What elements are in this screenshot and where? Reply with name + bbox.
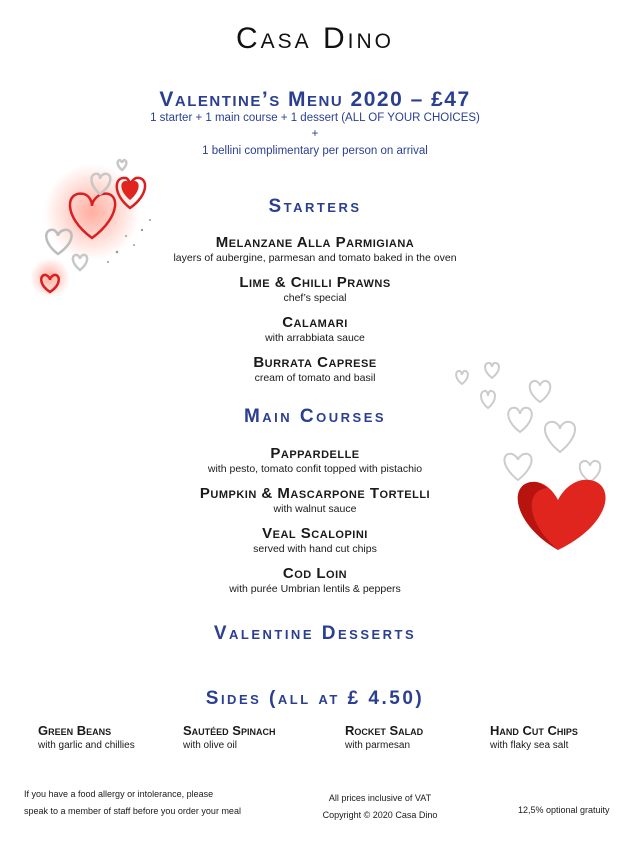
dish-description: with pesto, tomato confit topped with pistachio bbox=[207, 463, 423, 475]
side-description: with parmesan bbox=[345, 740, 411, 751]
vat-notice: All prices inclusive of VAT bbox=[328, 793, 432, 803]
gratuity-notice: 12,5% optional gratuity bbox=[518, 805, 610, 815]
menu-title: Valentine’s Menu 2020 – £47 bbox=[159, 88, 471, 111]
dish-description: with arrabbiata sauce bbox=[265, 332, 365, 344]
dish-name: Melanzane Alla Parmigiana bbox=[215, 234, 415, 251]
menu-offer-line: 1 starter + 1 main course + 1 dessert (ALL OF YOUR CHOICES) bbox=[150, 112, 480, 124]
side-name: Hand Cut Chips bbox=[490, 723, 578, 738]
side-name: Rocket Salad bbox=[345, 723, 424, 738]
dish-name: Veal Scalopini bbox=[262, 525, 368, 542]
dish-name: Pappardelle bbox=[270, 445, 360, 462]
allergy-notice-line: If you have a food allergy or intolerance, please bbox=[24, 789, 214, 799]
dish-name: Cod Loin bbox=[282, 565, 348, 582]
side-description: with garlic and chillies bbox=[38, 740, 135, 751]
dish-description: with walnut sauce bbox=[273, 503, 357, 515]
main-courses-heading: Main Courses bbox=[243, 406, 387, 427]
side-description: with olive oil bbox=[183, 740, 237, 751]
desserts-heading: Valentine Desserts bbox=[213, 623, 417, 644]
dish-description: cream of tomato and basil bbox=[254, 372, 376, 384]
dish-description: with purée Umbrian lentils & peppers bbox=[229, 583, 401, 595]
menu-offer-plus: + bbox=[311, 128, 319, 140]
dish-description: chef’s special bbox=[283, 292, 347, 304]
allergy-notice-line: speak to a member of staff before you order your meal bbox=[24, 806, 241, 816]
dish-name: Calamari bbox=[282, 314, 348, 331]
dish-description: layers of aubergine, parmesan and tomato baked in the oven bbox=[173, 252, 457, 264]
starters-heading: Starters bbox=[268, 196, 362, 217]
menu-bellini-line: 1 bellini complimentary per person on arrival bbox=[202, 145, 428, 157]
copyright-notice: Copyright © 2020 Casa Dino bbox=[322, 810, 438, 820]
dish-name: Lime & Chilli Prawns bbox=[239, 274, 391, 291]
dish-description: served with hand cut chips bbox=[253, 543, 377, 555]
side-name: Green Beans bbox=[38, 723, 112, 738]
legal-notice bbox=[300, 790, 460, 824]
dish-name: Burrata Caprese bbox=[253, 354, 377, 371]
side-description: with flaky sea salt bbox=[490, 740, 569, 751]
allergy-notice bbox=[24, 786, 241, 820]
sides-heading: Sides (all at £ 4.50) bbox=[205, 688, 425, 709]
dish-name: Pumpkin & Mascarpone Tortelli bbox=[199, 485, 431, 502]
side-name: Sautéed Spinach bbox=[183, 723, 276, 738]
restaurant-name: Casa Dino bbox=[235, 22, 395, 55]
